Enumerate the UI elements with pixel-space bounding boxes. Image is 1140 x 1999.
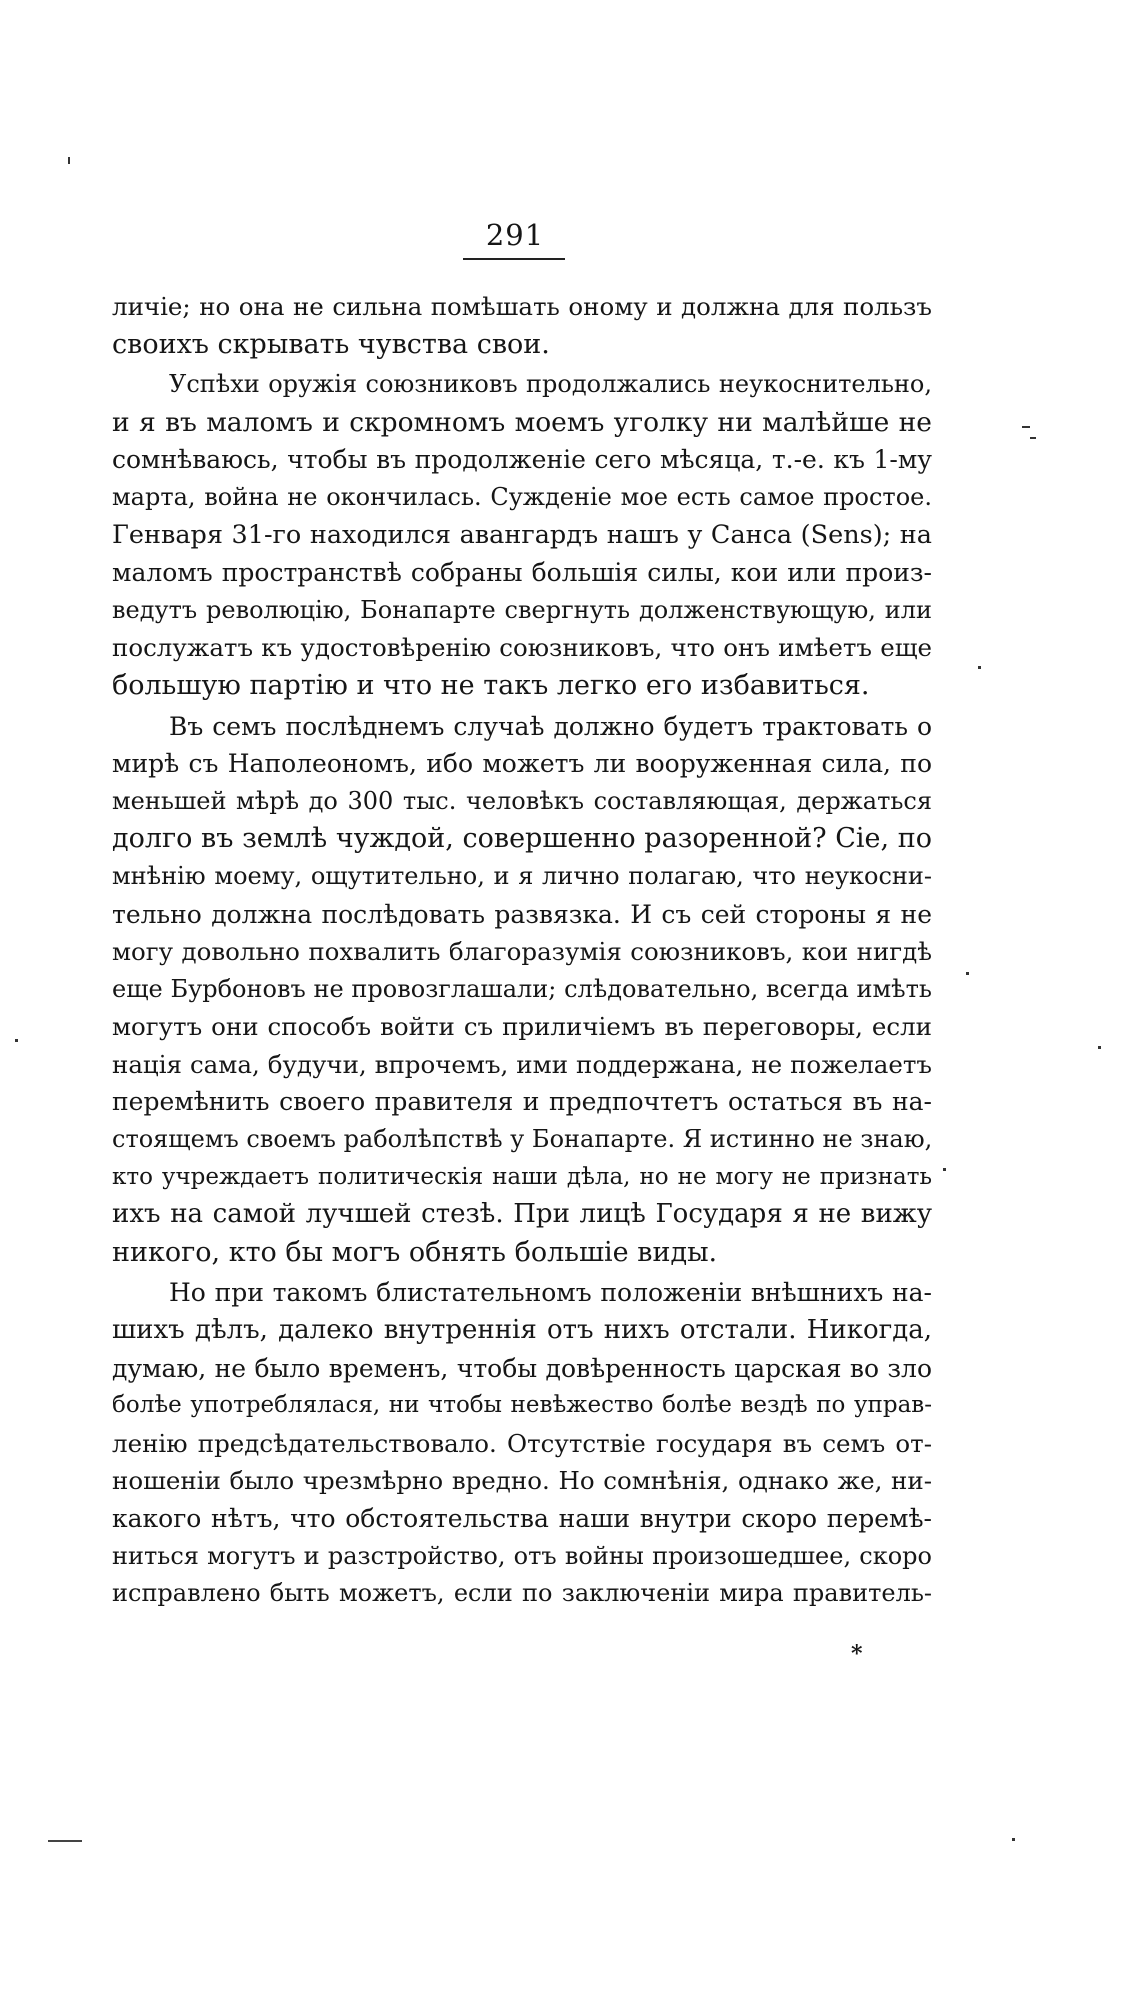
text-line: болѣе употреблялася, ни чтобы невѣжество болѣе вездѣ по управ-	[112, 1392, 932, 1419]
bottom-rule	[48, 1840, 82, 1842]
scan-speck	[1098, 1046, 1101, 1049]
text-line: ленію предсѣдательствовало. Отсутствіе государя въ семъ от-	[112, 1428, 932, 1458]
text-line: какого нѣтъ, что обстоятельства наши внутри скоро перемѣ-	[112, 1504, 932, 1533]
text-line: Успѣхи оружія союзниковъ продолжались неукоснительно,	[169, 370, 932, 399]
paragraph-2	[112, 366, 932, 704]
text-line: еще Бурбоновъ не провозглашали; слѣдовательно, всегда имѣть	[112, 974, 932, 1003]
footnote-asterisk: *	[851, 1641, 863, 1667]
page-number: 291	[485, 218, 545, 252]
text-line: Въ семъ послѣднемъ случаѣ должно будетъ трактовать о	[169, 711, 932, 741]
scan-speck	[966, 972, 969, 975]
text-line: и я въ маломъ и скромномъ моемъ уголку ни малѣйше не	[112, 406, 932, 438]
text-line: ниться могутъ и разстройство, отъ войны произошедшее, скоро	[112, 1541, 932, 1570]
scan-speck	[943, 1168, 946, 1171]
scan-speck	[68, 157, 70, 164]
body-text	[112, 288, 932, 1613]
text-line: стоящемъ своемъ раболѣпствѣ у Бонапарте. Я истинно не знаю,	[112, 1125, 933, 1154]
text-line: сомнѣваюсь, чтобы въ продолженіе сего мѣсяца, т.-е. къ 1-му	[112, 445, 932, 475]
text-line: никого, кто бы могъ обнять большіе виды.	[112, 1236, 718, 1268]
text-line: Но при такомъ блистательномъ положеніи внѣшнихъ на-	[169, 1278, 932, 1308]
text-line: ихъ на самой лучшей стезѣ. При лицѣ Государя я не вижу	[112, 1199, 932, 1230]
text-line: исправлено быть можетъ, если по заключеніи мира правитель-	[112, 1579, 932, 1608]
text-line: нація сама, будучи, впрочемъ, ими поддержана, не пожелаетъ	[112, 1049, 932, 1079]
text-line: мнѣнію моему, ощутительно, и я лично полагаю, что неукосни-	[112, 861, 932, 890]
scan-speck	[15, 1039, 18, 1042]
scan-speck	[978, 666, 981, 669]
text-line: могутъ они способъ войти съ приличіемъ въ переговоры, если	[112, 1012, 932, 1042]
text-line: большую партію и что не такъ легко его избавиться.	[112, 669, 870, 701]
text-line: шихъ дѣлъ, далеко внутреннія отъ нихъ отстали. Никогда,	[112, 1315, 932, 1346]
text-line: маломъ пространствѣ собраны большія силы, кои или произ-	[112, 558, 932, 588]
text-line: ношеніи было чрезмѣрно вредно. Но сомнѣнія, однако же, ни-	[112, 1466, 932, 1496]
text-line: марта, война не окончилась. Сужденіе мое есть самое простое.	[112, 482, 932, 511]
paragraph-1	[112, 288, 932, 363]
page-number-rule	[463, 258, 565, 260]
text-line: кто учреждаетъ политическія наши дѣла, но не могу не признать	[112, 1163, 932, 1190]
text-line: мирѣ съ Наполеономъ, ибо можетъ ли вооруженная сила, по	[112, 749, 932, 779]
text-line: личіе; но она не сильна помѣшать оному и должна для пользъ	[112, 292, 932, 321]
text-line: Генваря 31-го находился авангардъ нашъ у Санса (Sens); на	[112, 519, 932, 550]
scan-speck	[1012, 1838, 1015, 1841]
text-line: долго въ землѣ чуждой, совершенно разоренной? Сіе, по	[112, 823, 932, 855]
text-line: ведутъ революцію, Бонапарте свергнуть долженствующую, или	[112, 595, 932, 624]
scan-speck	[1022, 426, 1030, 428]
text-line: перемѣнить своего правителя и предпочтетъ остаться въ на-	[112, 1087, 932, 1117]
text-line: думаю, не было временъ, чтобы довѣренность царская во зло	[112, 1353, 932, 1383]
text-line: могу довольно похвалить благоразумія союзниковъ, кои нигдѣ	[112, 937, 932, 967]
scan-speck	[1030, 437, 1036, 439]
text-line: своихъ скрывать чувства свои.	[112, 328, 550, 360]
text-line: тельно должна послѣдовать развязка. И съ сей стороны я не	[112, 899, 932, 929]
paragraph-3	[112, 708, 932, 1272]
paragraph-4	[112, 1274, 932, 1612]
text-line: меньшей мѣрѣ до 300 тыс. человѣкъ составляющая, держаться	[112, 786, 932, 815]
text-line: послужатъ къ удостовѣренію союзниковъ, что онъ имѣетъ еще	[112, 633, 932, 663]
